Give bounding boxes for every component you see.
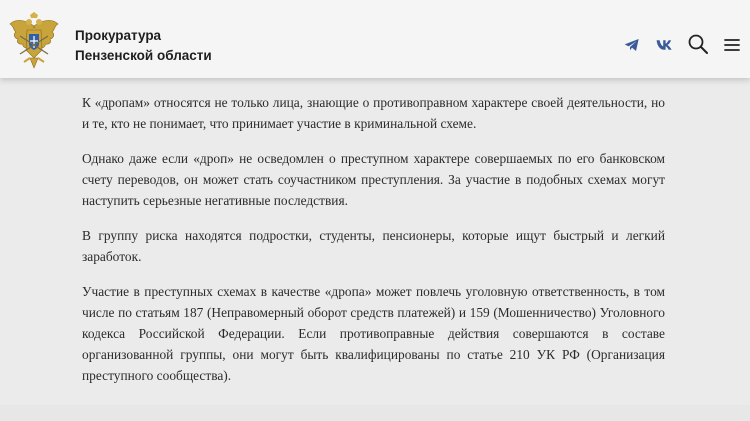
vk-icon[interactable] (656, 39, 674, 51)
org-name-line2: Пензенской области (75, 48, 212, 63)
article-paragraph-4: Участие в преступных схемах в качестве «дропа» может повлечь уголовную ответственность, в том числе по статьям 187 (Неправомерный оборот средств платежей) и 159 (Мошенничество) Уголовного кодекса Российской Федерации. Если противоправные действия совершаются в составе организованной группы, они могут быть квалифицированы по статье 210 УК РФ (Организация преступного сообщества). (82, 284, 665, 383)
site-header (0, 0, 750, 78)
header-actions (624, 30, 744, 58)
page-bottom-edge (0, 405, 750, 421)
menu-icon[interactable] (724, 38, 740, 52)
search-icon[interactable] (688, 34, 708, 54)
article-paragraph-3: В группу риска находятся подростки, студенты, пенсионеры, которые ищут быстрый и легкий заработок. (82, 228, 665, 264)
organization-name[interactable] (75, 26, 212, 66)
emblem-logo[interactable] (8, 12, 60, 72)
article-body (82, 92, 665, 400)
article-paragraph-2: Однако даже если «дроп» не осведомлен о преступном характере совершаемых по его банковском счету переводов, он может стать соучастником преступления. За участие в подобных схемах могут наступить серьезные негативные последствия. (82, 151, 665, 208)
article-paragraph-1: К «дропам» относятся не только лица, знающие о противоправном характере своей деятельности, но и те, кто не понимает, что принимает участие в криминальной схеме. (82, 95, 665, 131)
telegram-icon[interactable] (624, 38, 640, 52)
org-name-line1: Прокуратура (75, 28, 162, 43)
